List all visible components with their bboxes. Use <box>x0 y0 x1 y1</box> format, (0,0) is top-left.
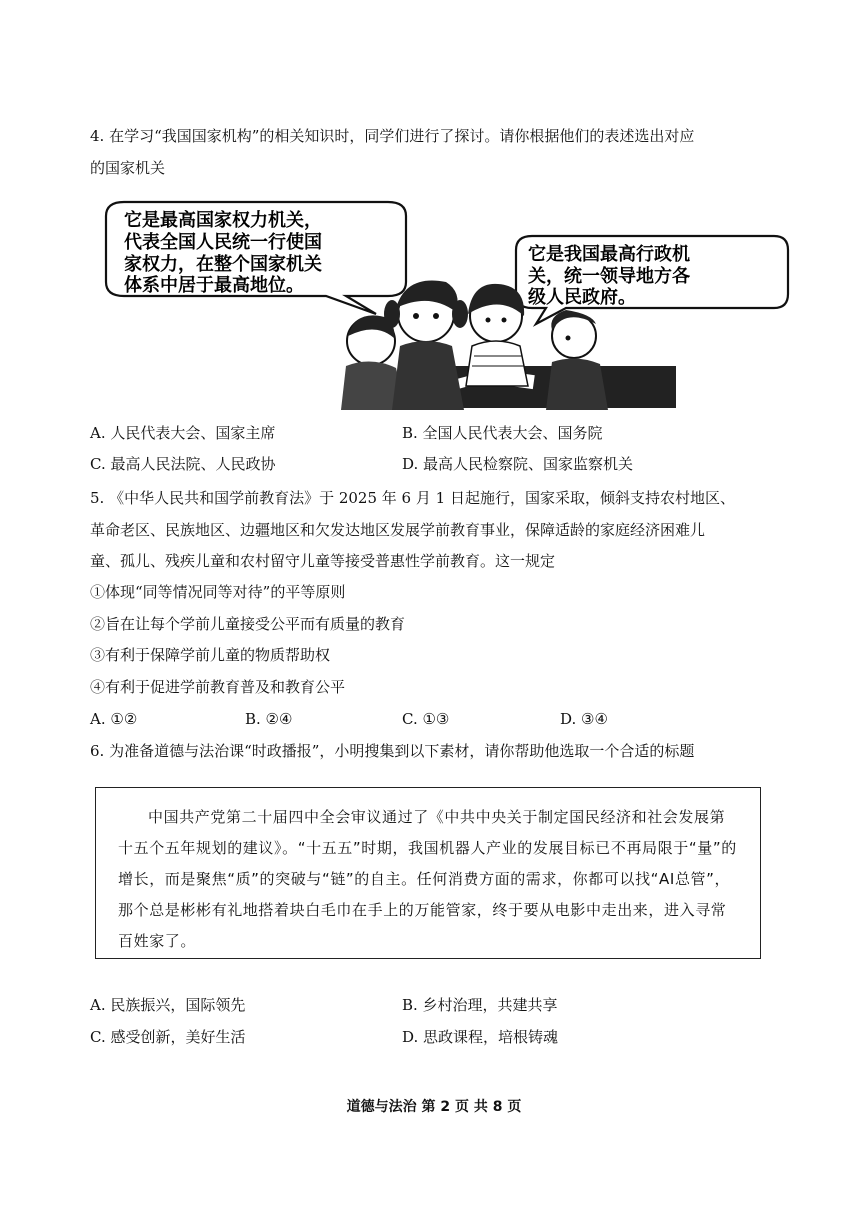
page-footer: 道德与法治 第 2 页 共 8 页 <box>346 1099 522 1115</box>
q4-option-d: D. 最高人民检察院、国家监察机关 <box>402 455 634 473</box>
right-bubble-line1: 它是我国最高行政机 <box>528 244 690 265</box>
q6-material-text: 中国共产党第二十届四中全会审议通过了《中共中央关于制定国民经济和社会发展第十五个五年规划的建议》。“十五五”时期，我国机器人产业的发展目标已不再局限于“量”的增长，而是聚焦“质”的突破与“链”的自主。任何消费方面的需求，你都可以找“AI总管”，那个总是彬彬有礼地搭着块白毛巾在手上的万能管家，终于要从电影中走出来，进入寻常百姓家了。 <box>118 808 737 950</box>
left-bubble-line2: 代表全国人民统一行使国 <box>124 232 322 253</box>
q4-option-b: B. 全国人民代表大会、国务院 <box>402 424 603 442</box>
q5-statement-2: ②旨在让每个学前儿童接受公平而有质量的教育 <box>90 615 406 633</box>
right-bubble-line3: 级人民政府。 <box>528 287 636 308</box>
q5-statement-1: ①体现“同等情况同等对待”的平等原则 <box>90 583 346 601</box>
q5-option-b: B. ②④ <box>245 710 293 728</box>
q5-stem-line1: 5. 《中华人民共和国学前教育法》于 2025 年 6 月 1 日起施行，国家采取，倾斜支持农村地区、 <box>90 489 735 507</box>
q6-option-d: D. 思政课程，培根铸魂 <box>402 1028 559 1046</box>
q4-option-a: A. 人民代表大会、国家主席 <box>90 424 276 442</box>
right-bubble-line2: 关，统一领导地方各 <box>528 266 690 287</box>
q5-statement-4: ④有利于促进学前教育普及和教育公平 <box>90 678 346 696</box>
q5-stem-line3: 童、孤儿、残疾儿童和农村留守儿童等接受普惠性学前教育。这一规定 <box>90 552 556 570</box>
q4-illustration <box>96 196 796 411</box>
left-bubble-line4: 体系中居于最高地位。 <box>124 275 304 296</box>
left-bubble-line1: 它是最高国家权力机关， <box>124 210 322 231</box>
q5-option-d: D. ③④ <box>560 710 608 728</box>
q5-option-a: A. ①② <box>90 710 138 728</box>
left-bubble-line3: 家权力，在整个国家机关 <box>124 254 322 275</box>
q6-option-b: B. 乡村治理，共建共享 <box>402 996 558 1014</box>
q6-option-c: C. 感受创新，美好生活 <box>90 1028 246 1046</box>
q5-stem-line2: 革命老区、民族地区、边疆地区和欠发达地区发展学前教育事业，保障适龄的家庭经济困难儿 <box>90 521 706 539</box>
q6-material-box <box>95 787 761 959</box>
q5-statement-3: ③有利于保障学前儿童的物质帮助权 <box>90 646 331 664</box>
q4-stem-line2: 的国家机关 <box>90 159 166 177</box>
q5-option-c: C. ①③ <box>402 710 450 728</box>
q4-stem-line1: 4. 在学习“我国国家机构”的相关知识时，同学们进行了探讨。请你根据他们的表述选出对应 <box>90 127 695 145</box>
q4-option-c: C. 最高人民法院、人民政协 <box>90 455 276 473</box>
q6-option-a: A. 民族振兴，国际领先 <box>90 996 246 1014</box>
q6-stem: 6. 为准备道德与法治课“时政播报”，小明搜集到以下素材，请你帮助他选取一个合适的标题 <box>90 742 695 760</box>
